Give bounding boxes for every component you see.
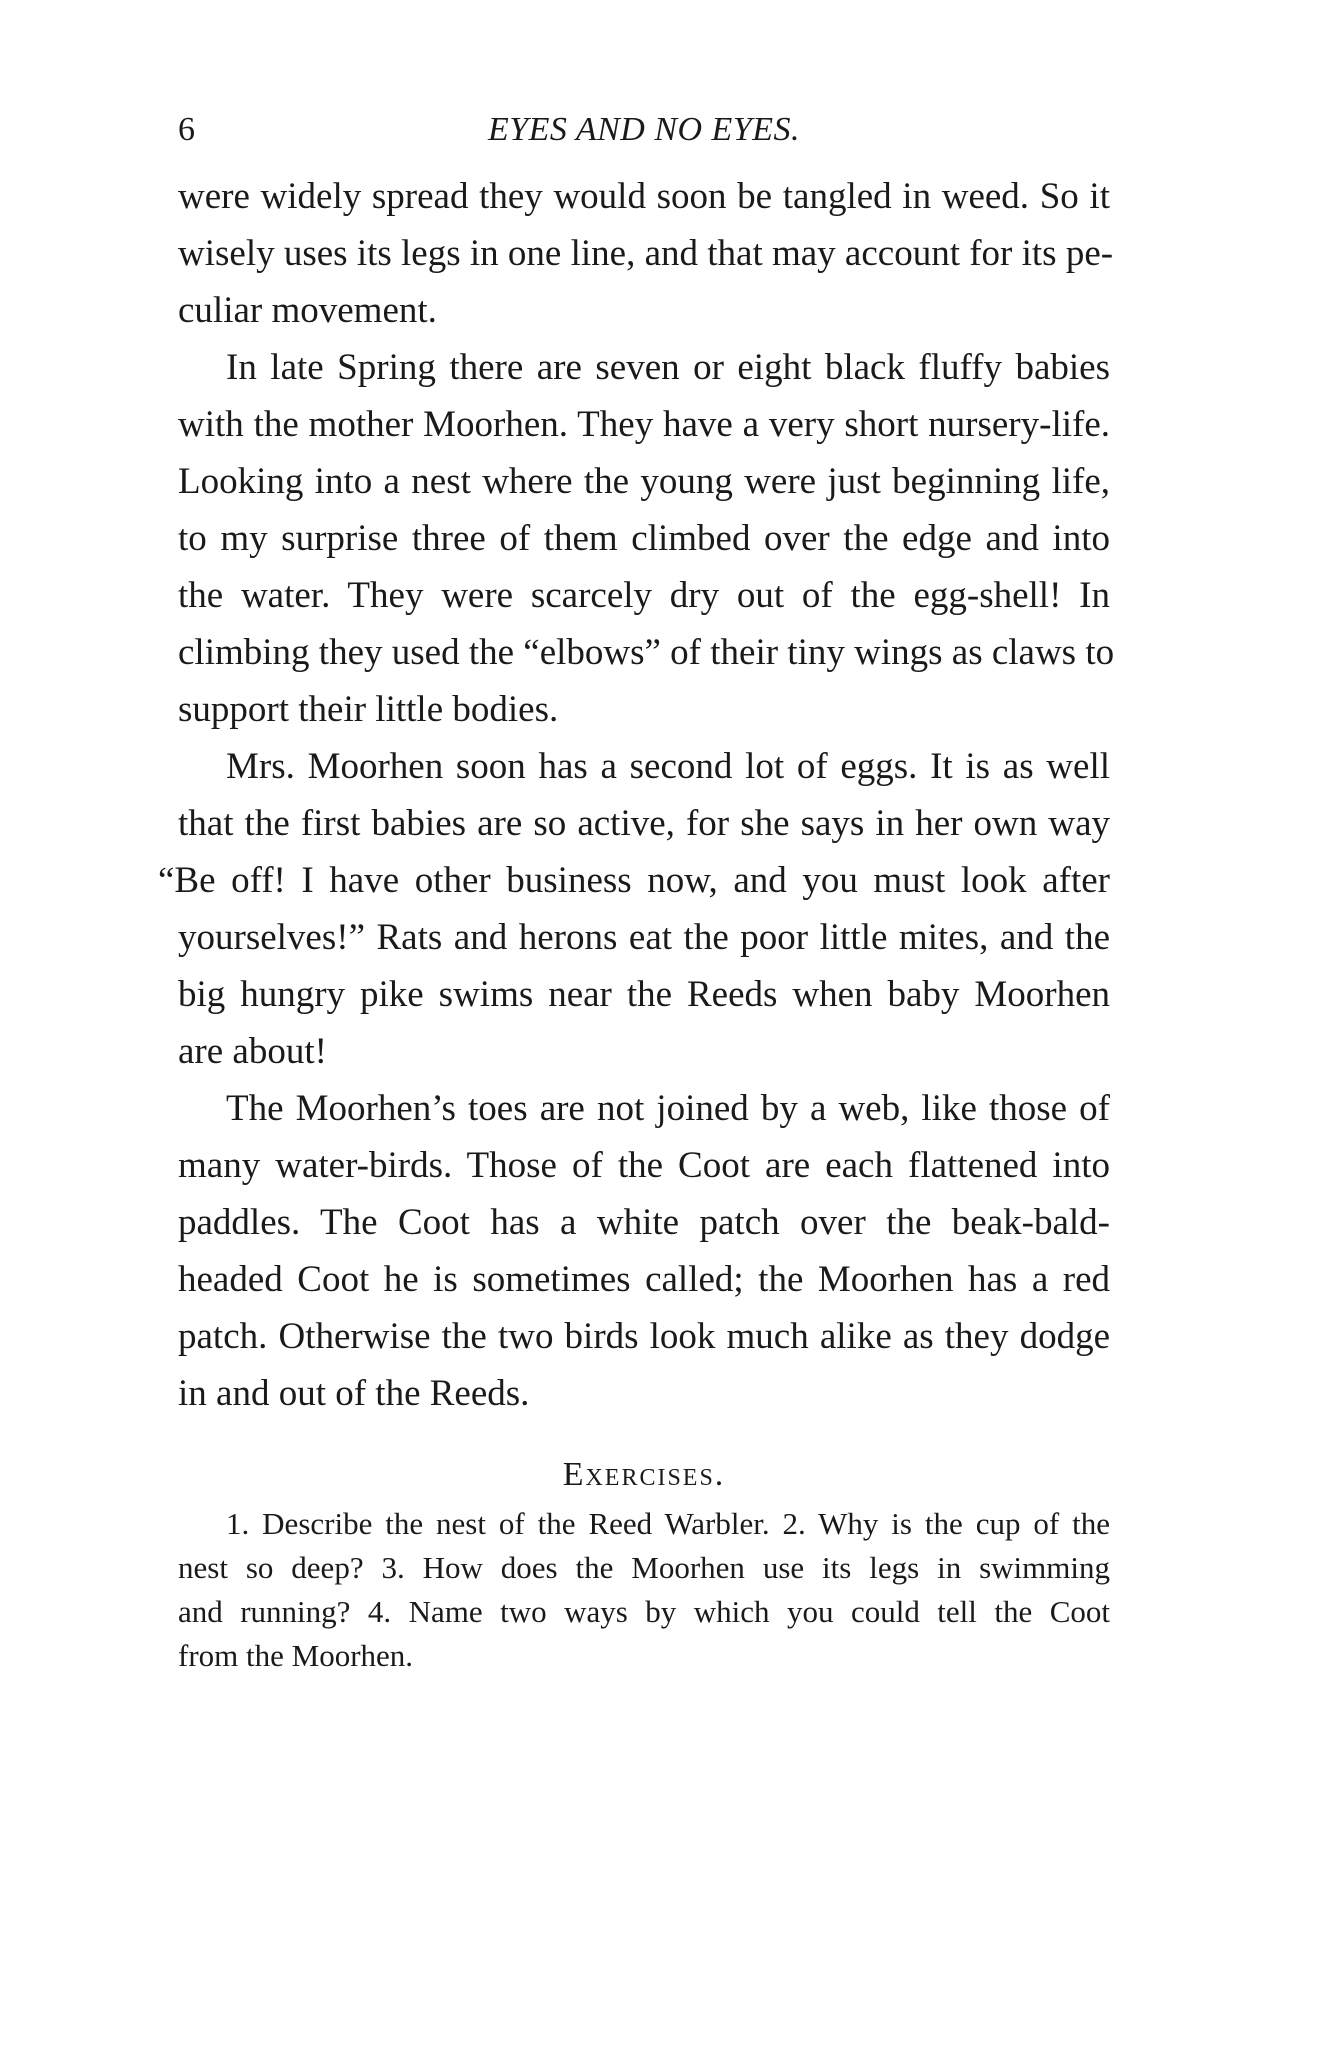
text-line: to my surprise three of them climbed over the edge and into <box>178 518 1110 559</box>
text-line: were widely spread they would soon be tangled in weed. So it <box>178 176 1110 217</box>
text-line: patch. Otherwise the two birds look much alike as they dodge <box>178 1316 1110 1357</box>
text-line: In late Spring there are seven or eight black fluffy babies <box>226 347 1110 388</box>
text-line: yourselves!” Rats and herons eat the poor little mites, and the <box>178 917 1110 958</box>
exercises-heading <box>178 1450 1110 1500</box>
exercises-list <box>178 1502 1110 1678</box>
text-line: with the mother Moorhen. They have a very short nursery-life. <box>178 404 1110 445</box>
text-line: the water. They were scarcely dry out of the egg-shell! In <box>178 575 1110 616</box>
text-line: The Moorhen’s toes are not joined by a web, like those of <box>226 1088 1110 1129</box>
running-title: EYES AND NO EYES. <box>487 111 800 148</box>
exercise-line: 1. Describe the nest of the Reed Warbler. 2. Why is the cup of the <box>226 1506 1110 1541</box>
body-text <box>158 168 1115 1422</box>
text-line: in and out of the Reeds. <box>178 1373 530 1414</box>
text-line: Looking into a nest where the young were just beginning life, <box>178 461 1110 502</box>
text-line: many water-birds. Those of the Coot are each flattened into <box>178 1145 1110 1186</box>
text-line: culiar movement. <box>178 290 437 331</box>
exercise-line: and running? 4. Name two ways by which you could tell the Coot <box>178 1594 1110 1629</box>
paragraph <box>178 168 1114 339</box>
text-line: “Be off! I have other business now, and you must look after <box>158 860 1110 901</box>
running-head <box>178 108 1110 152</box>
page-number: 6 <box>178 111 195 148</box>
text-line: Mrs. Moorhen soon has a second lot of eggs. It is as well <box>226 746 1110 787</box>
text-line: that the first babies are so active, for she says in her own way <box>178 803 1110 844</box>
text-line: wisely uses its legs in one line, and that may account for its pe- <box>178 233 1114 274</box>
text-line: paddles. The Coot has a white patch over the beak-bald- <box>178 1202 1110 1243</box>
paragraph <box>158 738 1110 1080</box>
text-line: support their little bodies. <box>178 689 559 730</box>
exercises-heading-text: Exercises. <box>562 1456 726 1493</box>
text-line: are about! <box>178 1031 327 1072</box>
paragraph <box>178 1080 1110 1422</box>
exercise-line: nest so deep? 3. How does the Moorhen use its legs in swimming <box>178 1550 1110 1585</box>
text-line: climbing they used the “elbows” of their tiny wings as claws to <box>178 632 1115 673</box>
paragraph <box>178 339 1115 738</box>
text-line: big hungry pike swims near the Reeds when baby Moorhen <box>178 974 1110 1015</box>
text-line: headed Coot he is sometimes called; the Moorhen has a red <box>178 1259 1110 1300</box>
exercise-line: from the Moorhen. <box>178 1638 414 1673</box>
